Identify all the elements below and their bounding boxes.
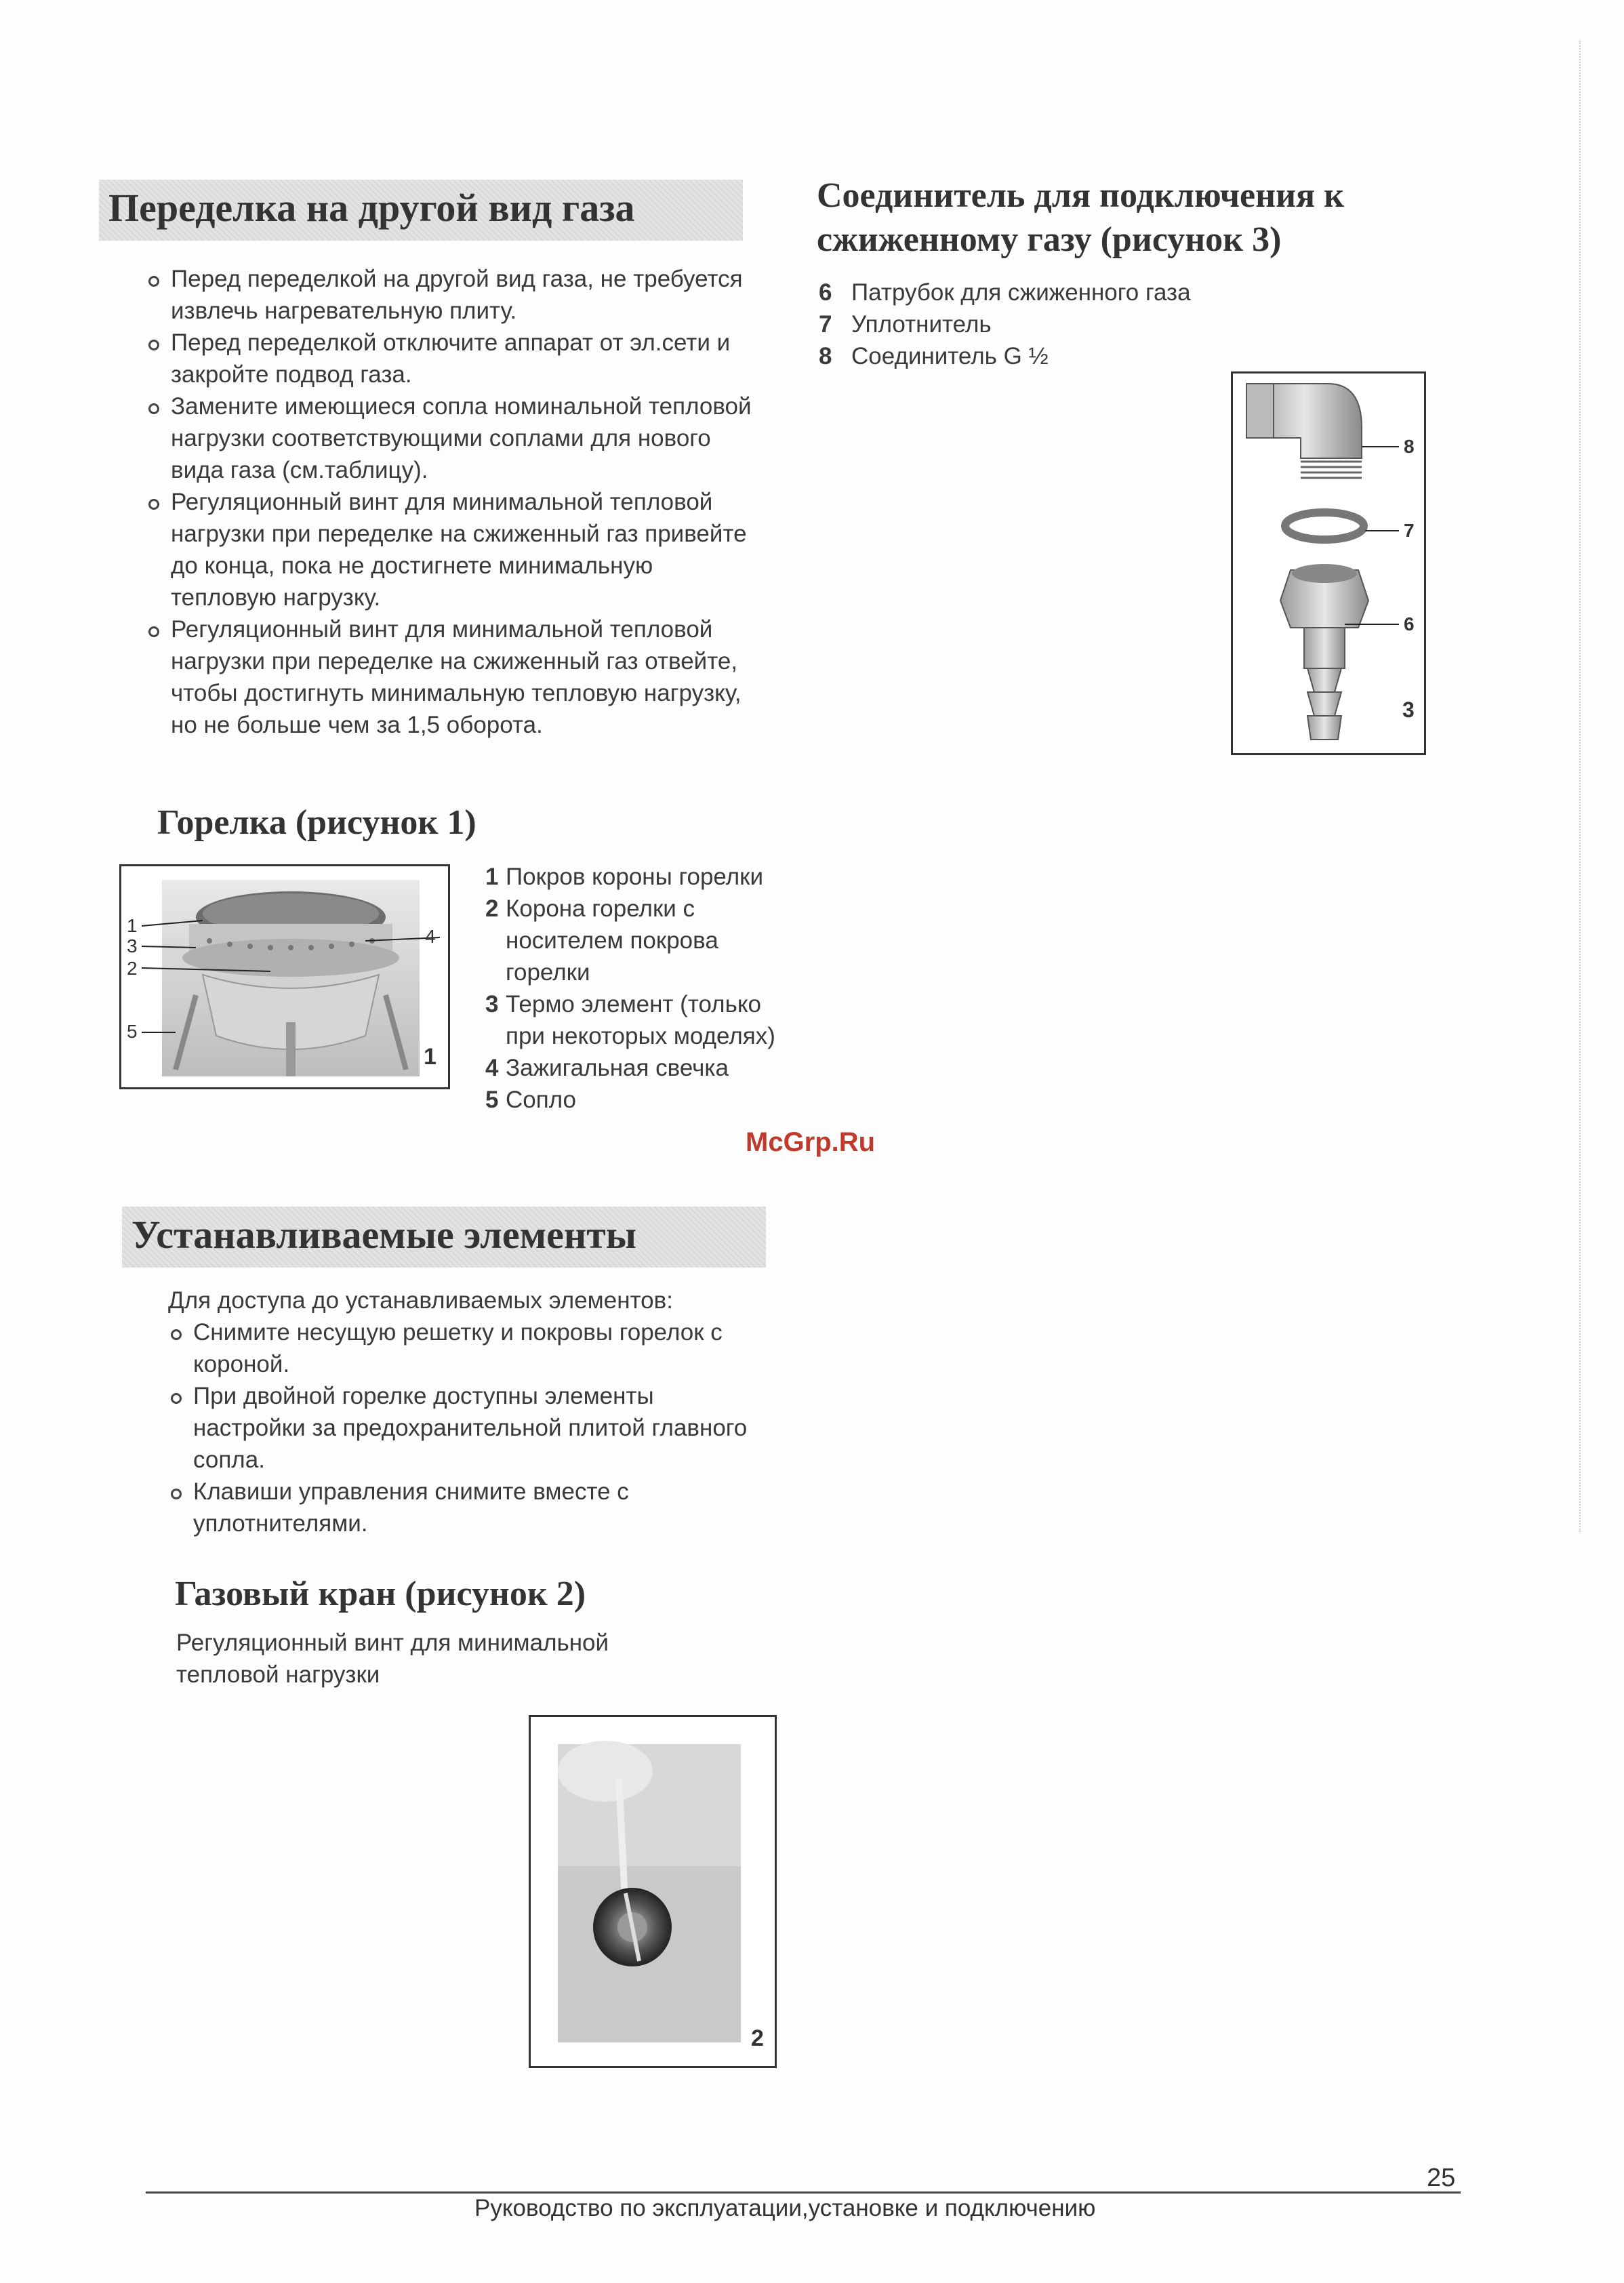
gas-conversion-list bbox=[146, 263, 756, 741]
gas-tap-heading: Газовый кран (рисунок 2) bbox=[175, 1575, 586, 1613]
footer-rule bbox=[146, 2191, 1461, 2194]
gas-tap-text: Регуляционный винт для минимальной тепловой нагрузки bbox=[176, 1630, 609, 1688]
figure-callout: 1 bbox=[127, 915, 138, 936]
list-item: Перед переделкой на другой вид газа, не требуется извлечь нагревательную плиту. bbox=[146, 263, 756, 327]
figure-number: 2 bbox=[751, 2025, 764, 2051]
list-item: 1 Покров короны горелки bbox=[485, 864, 764, 890]
list-item: Регуляционный винт для минимальной тепловой нагрузки при переделке на сжиженный газ отвейте, чтобы достигнуть минимальную тепловую нагрузку, но не больше чем за 1,5 оборота. bbox=[146, 613, 756, 741]
scan-edge-line bbox=[1579, 41, 1581, 1532]
figure-gas-tap bbox=[529, 1715, 777, 2068]
figure-callout: 7 bbox=[1404, 520, 1415, 541]
list-item: 5 Сопло bbox=[485, 1087, 576, 1113]
figure-callout: 3 bbox=[127, 935, 138, 956]
figure-connector bbox=[1231, 371, 1426, 755]
connector-heading-line2: сжиженному газу (рисунок 3) bbox=[817, 220, 1282, 259]
figure-callout: 4 bbox=[425, 926, 436, 947]
section-banner-gas-conversion bbox=[99, 180, 743, 241]
list-item: Перед переделкой отключите аппарат от эл.сети и закройте подвод газа. bbox=[146, 327, 756, 390]
section-title-gas-conversion: Переделка на другой вид газа bbox=[108, 186, 635, 230]
burner-heading: Горелка (рисунок 1) bbox=[157, 803, 476, 842]
installed-elements-text bbox=[168, 1285, 765, 1539]
list-item: Снимите несущую решетку и покровы горелок с короной. bbox=[168, 1316, 765, 1380]
section-title-installed-elements: Устанавливаемые элементы bbox=[131, 1213, 637, 1257]
list-item: 6 Патрубок для сжиженного газа bbox=[819, 279, 1191, 306]
connector-parts-list bbox=[819, 277, 1293, 372]
page-number: 25 bbox=[1427, 2164, 1456, 2192]
intro-text: Для доступа до устанавливаемых элементов: bbox=[168, 1287, 673, 1314]
footer-text: Руководство по эксплуатации,установке и подключению bbox=[474, 2195, 1096, 2221]
connector-heading-line1: Соединитель для подключения к bbox=[817, 176, 1345, 215]
figure-number: 3 bbox=[1402, 698, 1415, 722]
figure-callout: 2 bbox=[127, 958, 138, 979]
figure-callout: 6 bbox=[1404, 613, 1415, 634]
figure-callout: 8 bbox=[1404, 436, 1415, 457]
figure-number: 1 bbox=[424, 1044, 437, 1070]
list-item: 4 Зажигальная свечка bbox=[485, 1055, 729, 1081]
watermark: McGrp.Ru bbox=[746, 1127, 876, 1157]
list-item: Замените имеющиеся сопла номинальной тепловой нагрузки соответствующими соплами для нового вида газа (см.таблицу). bbox=[146, 390, 756, 486]
list-item: Регуляционный винт для минимальной тепловой нагрузки при переделке на сжиженный газ привейте до конца, пока не достигнете минимальную тепловую нагрузку. bbox=[146, 486, 756, 613]
list-item: 8 Соединитель G ½ bbox=[819, 343, 1049, 369]
list-item: Клавиши управления снимите вместе с уплотнителями. bbox=[168, 1476, 765, 1539]
list-item: 7 Уплотнитель bbox=[819, 311, 992, 338]
list-item: 2 Корона горелки с носителем покрова горелки bbox=[485, 895, 718, 986]
figure-callout: 5 bbox=[127, 1021, 138, 1042]
burner-parts-list bbox=[485, 861, 777, 1116]
gas-tap-illustration bbox=[531, 1717, 775, 2066]
burner-illustration bbox=[121, 866, 448, 1087]
section-banner-installed-elements bbox=[122, 1207, 766, 1268]
list-item: 3 Термо элемент (только при некоторых моделях) bbox=[485, 991, 775, 1049]
connector-illustration bbox=[1233, 373, 1424, 753]
figure-burner bbox=[119, 864, 450, 1089]
list-item: При двойной горелке доступны элементы настройки за предохранительной плитой главного сопла. bbox=[168, 1380, 765, 1476]
